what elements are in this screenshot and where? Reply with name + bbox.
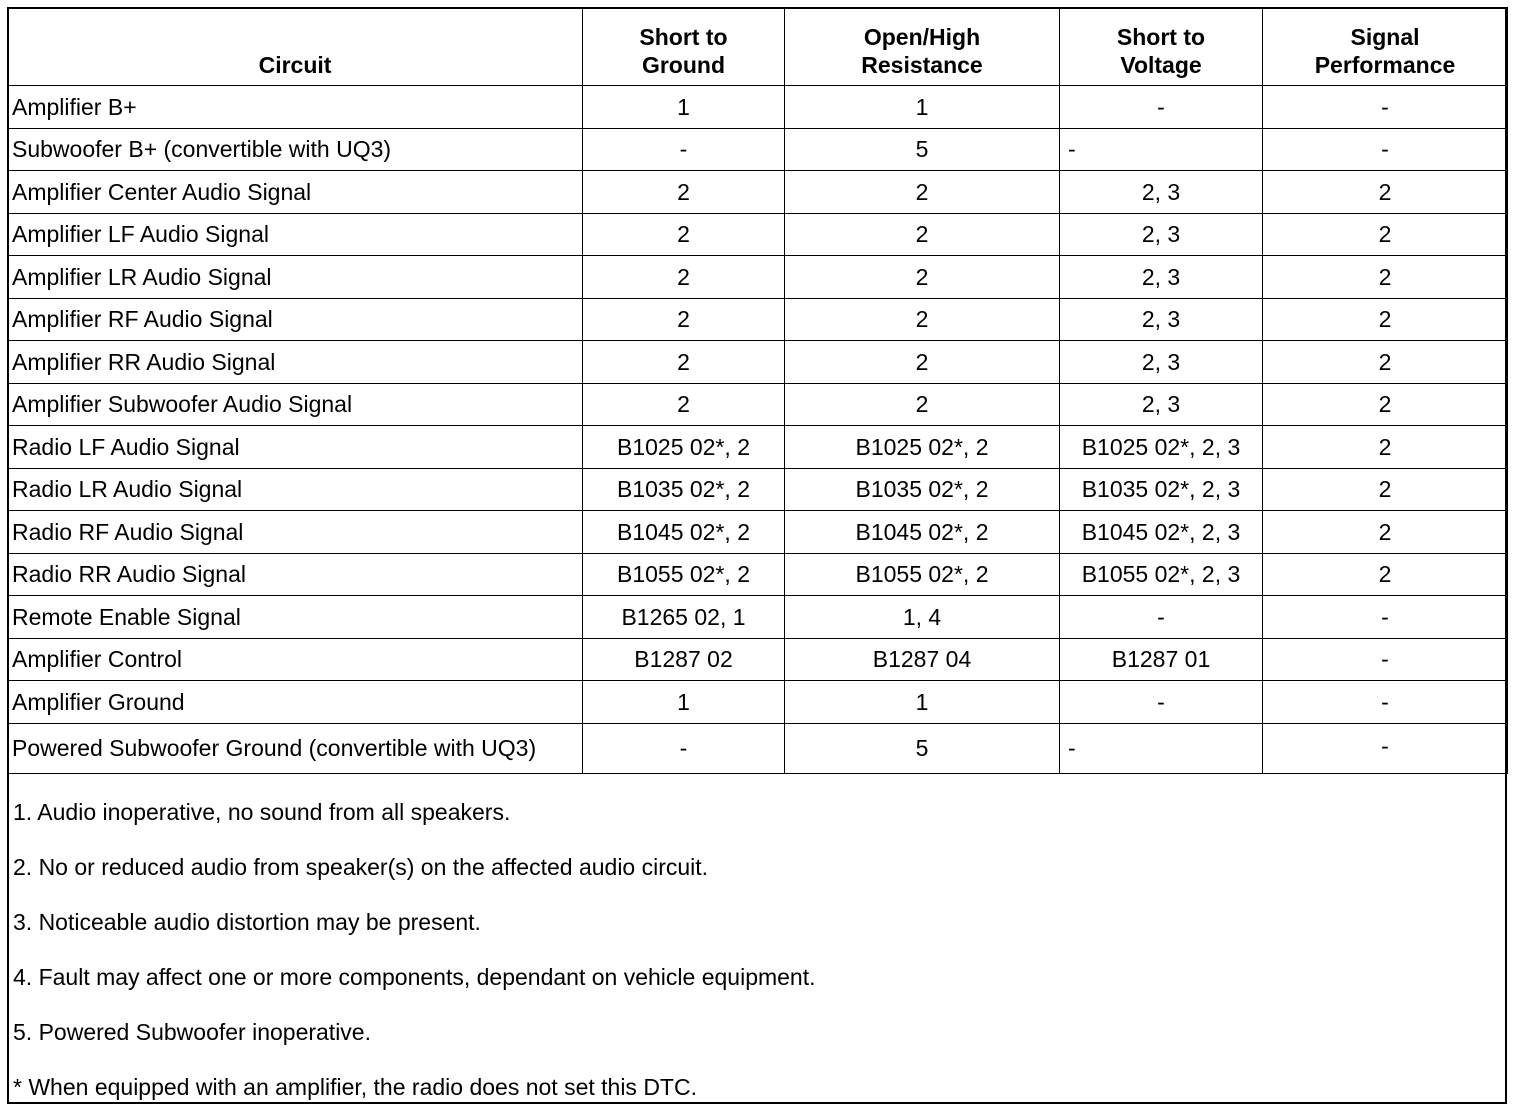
table-row (8, 723, 1508, 774)
table-row (8, 383, 1508, 426)
cell-short-to-voltage: 2, 3 (1060, 213, 1263, 256)
cell-signal-performance: 2 (1263, 468, 1508, 511)
cell-signal-performance: 2 (1263, 171, 1508, 214)
cell-open-high-resistance: 1, 4 (785, 596, 1060, 639)
table-row (8, 256, 1508, 299)
table-row (8, 213, 1508, 256)
cell-open-high-resistance: 2 (785, 383, 1060, 426)
table-row (8, 511, 1508, 554)
cell-short-to-ground: B1045 02*, 2 (583, 511, 785, 554)
cell-short-to-ground: 2 (583, 213, 785, 256)
table-row (8, 128, 1508, 171)
cell-circuit: Radio LR Audio Signal (8, 468, 583, 511)
cell-short-to-ground: 1 (583, 681, 785, 724)
cell-circuit: Radio RF Audio Signal (8, 511, 583, 554)
table-row (8, 596, 1508, 639)
cell-circuit: Amplifier Control (8, 638, 583, 681)
cell-signal-performance: 2 (1263, 511, 1508, 554)
cell-short-to-ground: B1055 02*, 2 (583, 553, 785, 596)
cell-signal-performance: - (1263, 128, 1508, 171)
cell-open-high-resistance: 1 (785, 681, 1060, 724)
cell-short-to-ground: B1265 02, 1 (583, 596, 785, 639)
cell-short-to-voltage: 2, 3 (1060, 383, 1263, 426)
cell-circuit: Subwoofer B+ (convertible with UQ3) (8, 128, 583, 171)
cell-signal-performance: 2 (1263, 341, 1508, 384)
table-row (8, 426, 1508, 469)
cell-circuit: Amplifier Center Audio Signal (8, 171, 583, 214)
cell-short-to-voltage: 2, 3 (1060, 171, 1263, 214)
cell-short-to-voltage: 2, 3 (1060, 341, 1263, 384)
cell-open-high-resistance: 2 (785, 341, 1060, 384)
cell-open-high-resistance: 5 (785, 128, 1060, 171)
cell-circuit: Amplifier Subwoofer Audio Signal (8, 383, 583, 426)
cell-signal-performance: - (1263, 638, 1508, 681)
cell-open-high-resistance: B1025 02*, 2 (785, 426, 1060, 469)
table-row (8, 681, 1508, 724)
footnote-3: 3. Noticeable audio distortion may be present. (13, 909, 481, 935)
cell-short-to-voltage: B1287 01 (1060, 638, 1263, 681)
cell-signal-performance: - (1263, 596, 1508, 639)
cell-short-to-ground: 2 (583, 298, 785, 341)
cell-open-high-resistance: 2 (785, 171, 1060, 214)
cell-short-to-ground: - (583, 723, 785, 774)
cell-short-to-ground: 1 (583, 86, 785, 129)
cell-open-high-resistance: 2 (785, 256, 1060, 299)
cell-short-to-voltage: - (1060, 723, 1263, 774)
cell-circuit: Radio RR Audio Signal (8, 553, 583, 596)
table-row (8, 341, 1508, 384)
cell-short-to-voltage: B1055 02*, 2, 3 (1060, 553, 1263, 596)
cell-signal-performance: 2 (1263, 383, 1508, 426)
footnote-4: 4. Fault may affect one or more components, dependant on vehicle equipment. (13, 964, 816, 990)
cell-short-to-voltage: - (1060, 681, 1263, 724)
table-row (8, 468, 1508, 511)
cell-open-high-resistance: 2 (785, 298, 1060, 341)
cell-short-to-voltage: - (1060, 596, 1263, 639)
footnote-1: 1. Audio inoperative, no sound from all speakers. (13, 799, 511, 825)
cell-short-to-voltage: - (1060, 86, 1263, 129)
cell-short-to-ground: 2 (583, 171, 785, 214)
header-circuit: Circuit (8, 8, 583, 86)
cell-short-to-voltage: 2, 3 (1060, 256, 1263, 299)
cell-circuit: Radio LF Audio Signal (8, 426, 583, 469)
cell-signal-performance: 2 (1263, 553, 1508, 596)
cell-circuit: Amplifier LR Audio Signal (8, 256, 583, 299)
cell-short-to-voltage: B1025 02*, 2, 3 (1060, 426, 1263, 469)
cell-circuit: Powered Subwoofer Ground (convertible with UQ3) (8, 723, 583, 774)
cell-short-to-ground: 2 (583, 341, 785, 384)
cell-short-to-ground: - (583, 128, 785, 171)
cell-signal-performance: 2 (1263, 256, 1508, 299)
table-row (8, 298, 1508, 341)
footnote-5: 5. Powered Subwoofer inoperative. (13, 1019, 371, 1045)
header-open-high-resistance: Open/High Resistance (785, 8, 1060, 86)
dtc-symptom-table-sheet (7, 7, 1507, 1104)
cell-open-high-resistance: B1035 02*, 2 (785, 468, 1060, 511)
header-short-to-ground: Short to Ground (583, 8, 785, 86)
cell-open-high-resistance: B1055 02*, 2 (785, 553, 1060, 596)
cell-signal-performance: 2 (1263, 426, 1508, 469)
table-row (8, 638, 1508, 681)
table-row (8, 86, 1508, 129)
cell-circuit: Amplifier RF Audio Signal (8, 298, 583, 341)
footnote-2: 2. No or reduced audio from speaker(s) on the affected audio circuit. (13, 854, 709, 880)
cell-short-to-voltage: B1045 02*, 2, 3 (1060, 511, 1263, 554)
cell-short-to-ground: B1035 02*, 2 (583, 468, 785, 511)
cell-open-high-resistance: 1 (785, 86, 1060, 129)
cell-signal-performance: - (1263, 723, 1508, 774)
cell-signal-performance: - (1263, 86, 1508, 129)
table-row (8, 171, 1508, 214)
cell-circuit: Amplifier B+ (8, 86, 583, 129)
cell-short-to-ground: 2 (583, 383, 785, 426)
table-row (8, 553, 1508, 596)
cell-open-high-resistance: 5 (785, 723, 1060, 774)
table-header-row (8, 8, 1508, 86)
cell-open-high-resistance: B1045 02*, 2 (785, 511, 1060, 554)
footnote-asterisk: * When equipped with an amplifier, the radio does not set this DTC. (13, 1074, 697, 1100)
circuit-fault-table (7, 7, 1508, 774)
cell-signal-performance: - (1263, 681, 1508, 724)
cell-short-to-ground: B1025 02*, 2 (583, 426, 785, 469)
header-short-to-voltage: Short to Voltage (1060, 8, 1263, 86)
cell-open-high-resistance: B1287 04 (785, 638, 1060, 681)
cell-signal-performance: 2 (1263, 213, 1508, 256)
cell-short-to-ground: 2 (583, 256, 785, 299)
cell-circuit: Remote Enable Signal (8, 596, 583, 639)
cell-short-to-voltage: 2, 3 (1060, 298, 1263, 341)
header-signal-performance: Signal Performance (1263, 8, 1508, 86)
cell-circuit: Amplifier RR Audio Signal (8, 341, 583, 384)
cell-short-to-ground: B1287 02 (583, 638, 785, 681)
cell-open-high-resistance: 2 (785, 213, 1060, 256)
cell-circuit: Amplifier Ground (8, 681, 583, 724)
cell-short-to-voltage: - (1060, 128, 1263, 171)
cell-short-to-voltage: B1035 02*, 2, 3 (1060, 468, 1263, 511)
cell-signal-performance: 2 (1263, 298, 1508, 341)
cell-circuit: Amplifier LF Audio Signal (8, 213, 583, 256)
